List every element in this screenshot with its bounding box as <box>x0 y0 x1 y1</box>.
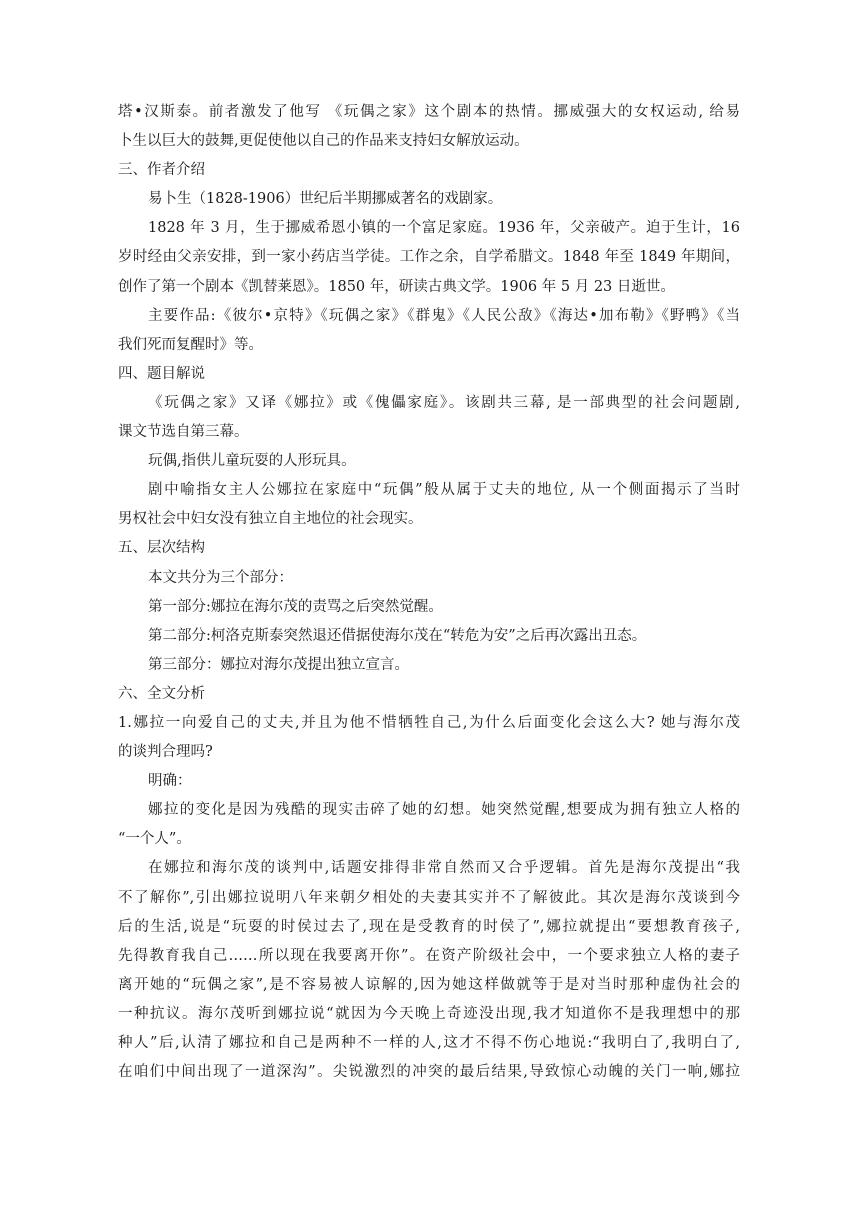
text-line: 主要作品:《彼尔•京特》《玩偶之家》《群鬼》《人民公敌》《海达•加布勒》《野鸭》《当 <box>148 307 740 324</box>
text-line: 第二部分:柯洛克斯泰突然退还借据使海尔茂在“转危为安”之后再次露出丑态。 <box>148 627 647 644</box>
text-line: 种人”后,认清了娜拉和自己是两种不一样的人,这才不得不伤心地说:“我明白了,我明白了, <box>118 1035 740 1051</box>
text-line: 我们死而复醒时》等。 <box>118 336 263 353</box>
text-line: 娜拉的变化是因为残酷的现实击碎了她的幻想。她突然觉醒,想要成为拥有独立人格的 <box>148 802 740 819</box>
text-line: 《玩偶之家》又译《娜拉》或《傀儡家庭》。该剧共三幕, 是一部典型的社会问题剧, <box>148 394 740 411</box>
text-line: 三、作者介绍 <box>118 162 205 179</box>
text-line: 离开她的“玩偶之家”,是不容易被人谅解的,因为她这样做就等于是对当时那种虚伪社会的 <box>118 976 740 993</box>
text-line: 一种抗议。海尔茂听到娜拉说“就因为今天晚上奇迹没出现,我才知道你不是我理想中的那 <box>118 1005 740 1022</box>
text-line: 第一部分:娜拉在海尔茂的责骂之后突然觉醒。 <box>148 598 443 615</box>
text-line: 男权社会中妇女没有独立自主地位的社会现实。 <box>118 511 423 528</box>
text-line: 剧中喻指女主人公娜拉在家庭中“玩偶”般从属于丈夫的地位, 从一个侧面揭示了当时 <box>148 482 740 499</box>
text-line: 在娜拉和海尔茂的谈判中,话题安排得非常自然而又合乎逻辑。首先是海尔茂提出“我 <box>148 860 740 877</box>
text-line: 不了解你”,引出娜拉说明八年来朝夕相处的夫妻其实并不了解彼此。其次是海尔茂谈到今 <box>118 889 740 906</box>
text-line: 1828 年 3 月，生于挪威希恩小镇的一个富足家庭。1936 年，父亲破产。迫于生计，16 <box>148 220 740 237</box>
text-line: 卜生以巨大的鼓舞,更促使他以自己的作品来支持妇女解放运动。 <box>118 133 529 150</box>
text-line: 的谈判合理吗? <box>118 744 213 761</box>
text-line: 1.娜拉一向爱自己的丈夫,并且为他不惜牺牲自己,为什么后面变化会这么大? 她与海尔茂 <box>118 714 740 731</box>
text-line: 在咱们中间出现了一道深沟”。尖锐激烈的冲突的最后结果,导致惊心动魄的关门一响,娜拉 <box>118 1064 740 1081</box>
text-line: 易卜生（1828-1906）世纪后半期挪威著名的戏剧家。 <box>148 191 503 208</box>
text-line: 五、层次结构 <box>118 540 205 557</box>
text-line: 课文节选自第三幕。 <box>118 424 249 441</box>
text-line: “一个人”。 <box>118 831 191 848</box>
text-line: 六、全文分析 <box>118 685 205 702</box>
text-line: 塔•汉斯泰。前者激发了他写 《玩偶之家》这个剧本的热情。挪威强大的女权运动, 给易 <box>118 104 740 120</box>
text-line: 本文共分为三个部分： <box>148 569 293 586</box>
text-line: 玩偶,指供儿童玩耍的人形玩具。 <box>148 453 356 470</box>
text-line: 第三部分：娜拉对海尔茂提出独立宣言。 <box>148 656 409 673</box>
text-line: 先得教育我自己……所以现在我要离开你”。在资产阶级社会中，一个要求独立人格的妻子 <box>118 947 740 964</box>
text-line: 后的生活,说是“玩耍的时侯过去了,现在是受教育的时侯了”,娜拉就提出“要想教育孩子, <box>118 918 740 935</box>
text-line: 明确： <box>148 773 192 790</box>
text-line: 四、题目解说 <box>118 365 205 382</box>
text-line: 岁时经由父亲安排，到一家小药店当学徒。工作之余，自学希腊文。1848 年至 1849 年期间， <box>118 249 740 266</box>
text-line: 创作了第一个剧本《凯替莱恩》。1850 年，研读古典文学。1906 年 5 月 23 日逝世。 <box>118 278 675 295</box>
